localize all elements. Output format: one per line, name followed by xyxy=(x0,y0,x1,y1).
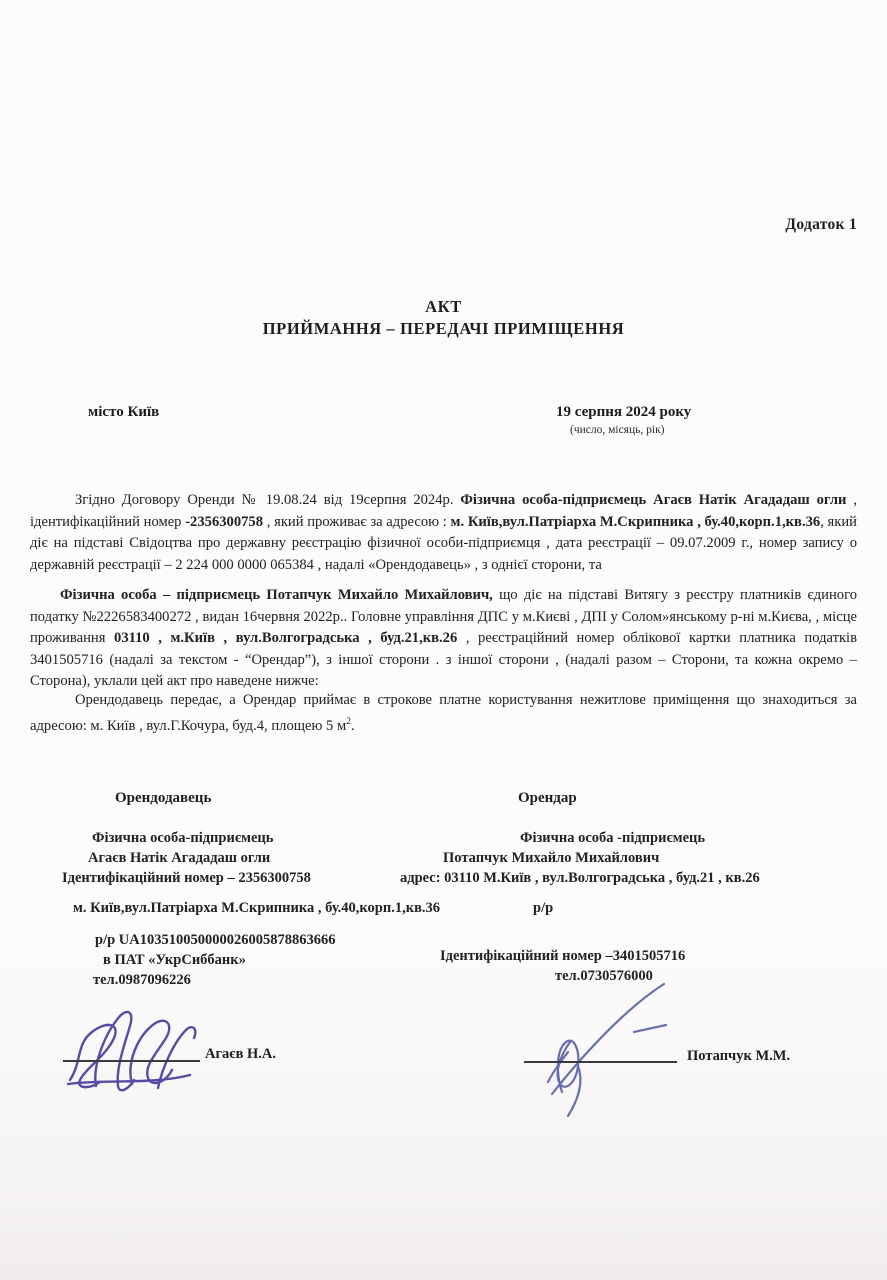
tenant-header: Орендар xyxy=(518,790,577,806)
tenant-account-label: р/р xyxy=(533,900,554,916)
para3-seg1: . xyxy=(350,717,355,734)
para1-seg4: , який проживає за адресою : xyxy=(263,513,451,530)
tenant-name: Потапчук Михайло Михайлович xyxy=(443,850,660,866)
paragraph-tenant-details xyxy=(30,585,857,693)
title-line-2: ПРИЙМАННЯ – ПЕРЕДАЧІ ПРИМІЩЕННЯ xyxy=(262,319,625,338)
tenant-entity-type: Фізична особа -підприємець xyxy=(520,830,706,846)
landlord-bank-account: р/р UA103510050000026005878863666 xyxy=(95,932,336,948)
landlord-bank-name: в ПАТ «УкрСиббанк» xyxy=(103,952,246,968)
para1-seg6: , який діє на підставі Свідоцтва про державну реєстрацію фізичної особи-підприємця , дата реєстрації – 09.07.2009 г., номер запису о державній реєстрації – 2 224 000 0000 065384 , надалі «Орендодавець» , з однієї сторони, та xyxy=(30,513,857,573)
signature-potapchuk xyxy=(512,978,692,1118)
date-value: 19 серпня 2024 року xyxy=(556,404,692,420)
para1-seg0: Згідно Договору Оренди № 19.08.24 від 19серпня 2024р. xyxy=(75,492,461,508)
para1-seg3: -2356300758 xyxy=(185,513,264,530)
paragraph-landlord-details xyxy=(30,490,857,576)
landlord-header: Орендодавець xyxy=(115,790,212,806)
para1-seg2: , ідентифікаційний номер xyxy=(30,492,857,530)
paragraph-transfer-statement xyxy=(30,690,857,737)
landlord-entity-type: Фізична особа-підприємець xyxy=(92,830,274,846)
para2-seg1: що діє на підставі Витягу з реєстру платників єдиного податку №2226583400272 , видан 16червня 2022р.. Головне управління ДПС у м.Києві , ДПІ у Солом»янському р-ні м.Києва, , місце проживання xyxy=(30,587,857,647)
tenant-address: адрес: 03110 М.Київ , вул.Волгоградська , буд.21 , кв.26 xyxy=(400,870,760,886)
landlord-signature-line xyxy=(63,1060,200,1062)
para2-seg0: Фізична особа – підприємець Потапчук Михайло Михайлович, xyxy=(60,587,493,603)
landlord-address: м. Київ,вул.Патріарха М.Скрипника , бу.40,корп.1,кв.36 xyxy=(73,900,441,916)
landlord-name: Агаєв Натік Агададаш огли xyxy=(88,850,271,866)
tenant-signature-line xyxy=(524,1061,677,1063)
para3-seg0: Орендодавець передає, а Орендар приймає в строкове платне користування нежитлове приміщення що знаходиться за адресою: м. Київ , вул.Г.Кочура, буд.4, площею 5 м xyxy=(30,692,857,734)
tenant-phone: тел.0730576000 xyxy=(555,968,653,984)
para1-seg1: Фізична особа-підприємець Агаєв Натік Агададаш огли xyxy=(460,492,854,508)
document-title xyxy=(0,297,887,339)
landlord-sign-label: Агаєв Н.А. xyxy=(205,1046,277,1062)
landlord-id-number: Ідентифікаційний номер – 2356300758 xyxy=(62,870,311,886)
para2-seg3: , реєстраційний номер облікової картки платника податків 3401505716 (надалі за текстом - “Орендар”), з іншої сторони . з іншої сторони , (надалі разом – Сторони, та кожна окремо – Сторона), уклали цей акт про наведене нижче: xyxy=(30,630,858,690)
landlord-phone: тел.0987096226 xyxy=(93,972,191,988)
date-block xyxy=(556,404,691,436)
appendix-label: Додаток 1 xyxy=(785,216,857,233)
tenant-sign-label: Потапчук М.М. xyxy=(687,1048,791,1064)
city-label: місто Київ xyxy=(88,404,160,420)
tenant-id-number: Ідентифікаційний номер –3401505716 xyxy=(440,948,686,964)
para1-seg5: м. Київ,вул.Патріарха М.Скрипника , бу.40,корп.1,кв.36 xyxy=(450,513,821,530)
title-line-1: АКТ xyxy=(425,297,462,316)
para2-seg2: 03110 , м.Київ , вул.Волгоградська , буд.21,кв.26 xyxy=(114,630,458,647)
para3-superscript: 2 xyxy=(346,716,351,727)
signature-agaev xyxy=(62,1002,212,1097)
date-caption: (число, місяць, рік) xyxy=(570,424,665,436)
